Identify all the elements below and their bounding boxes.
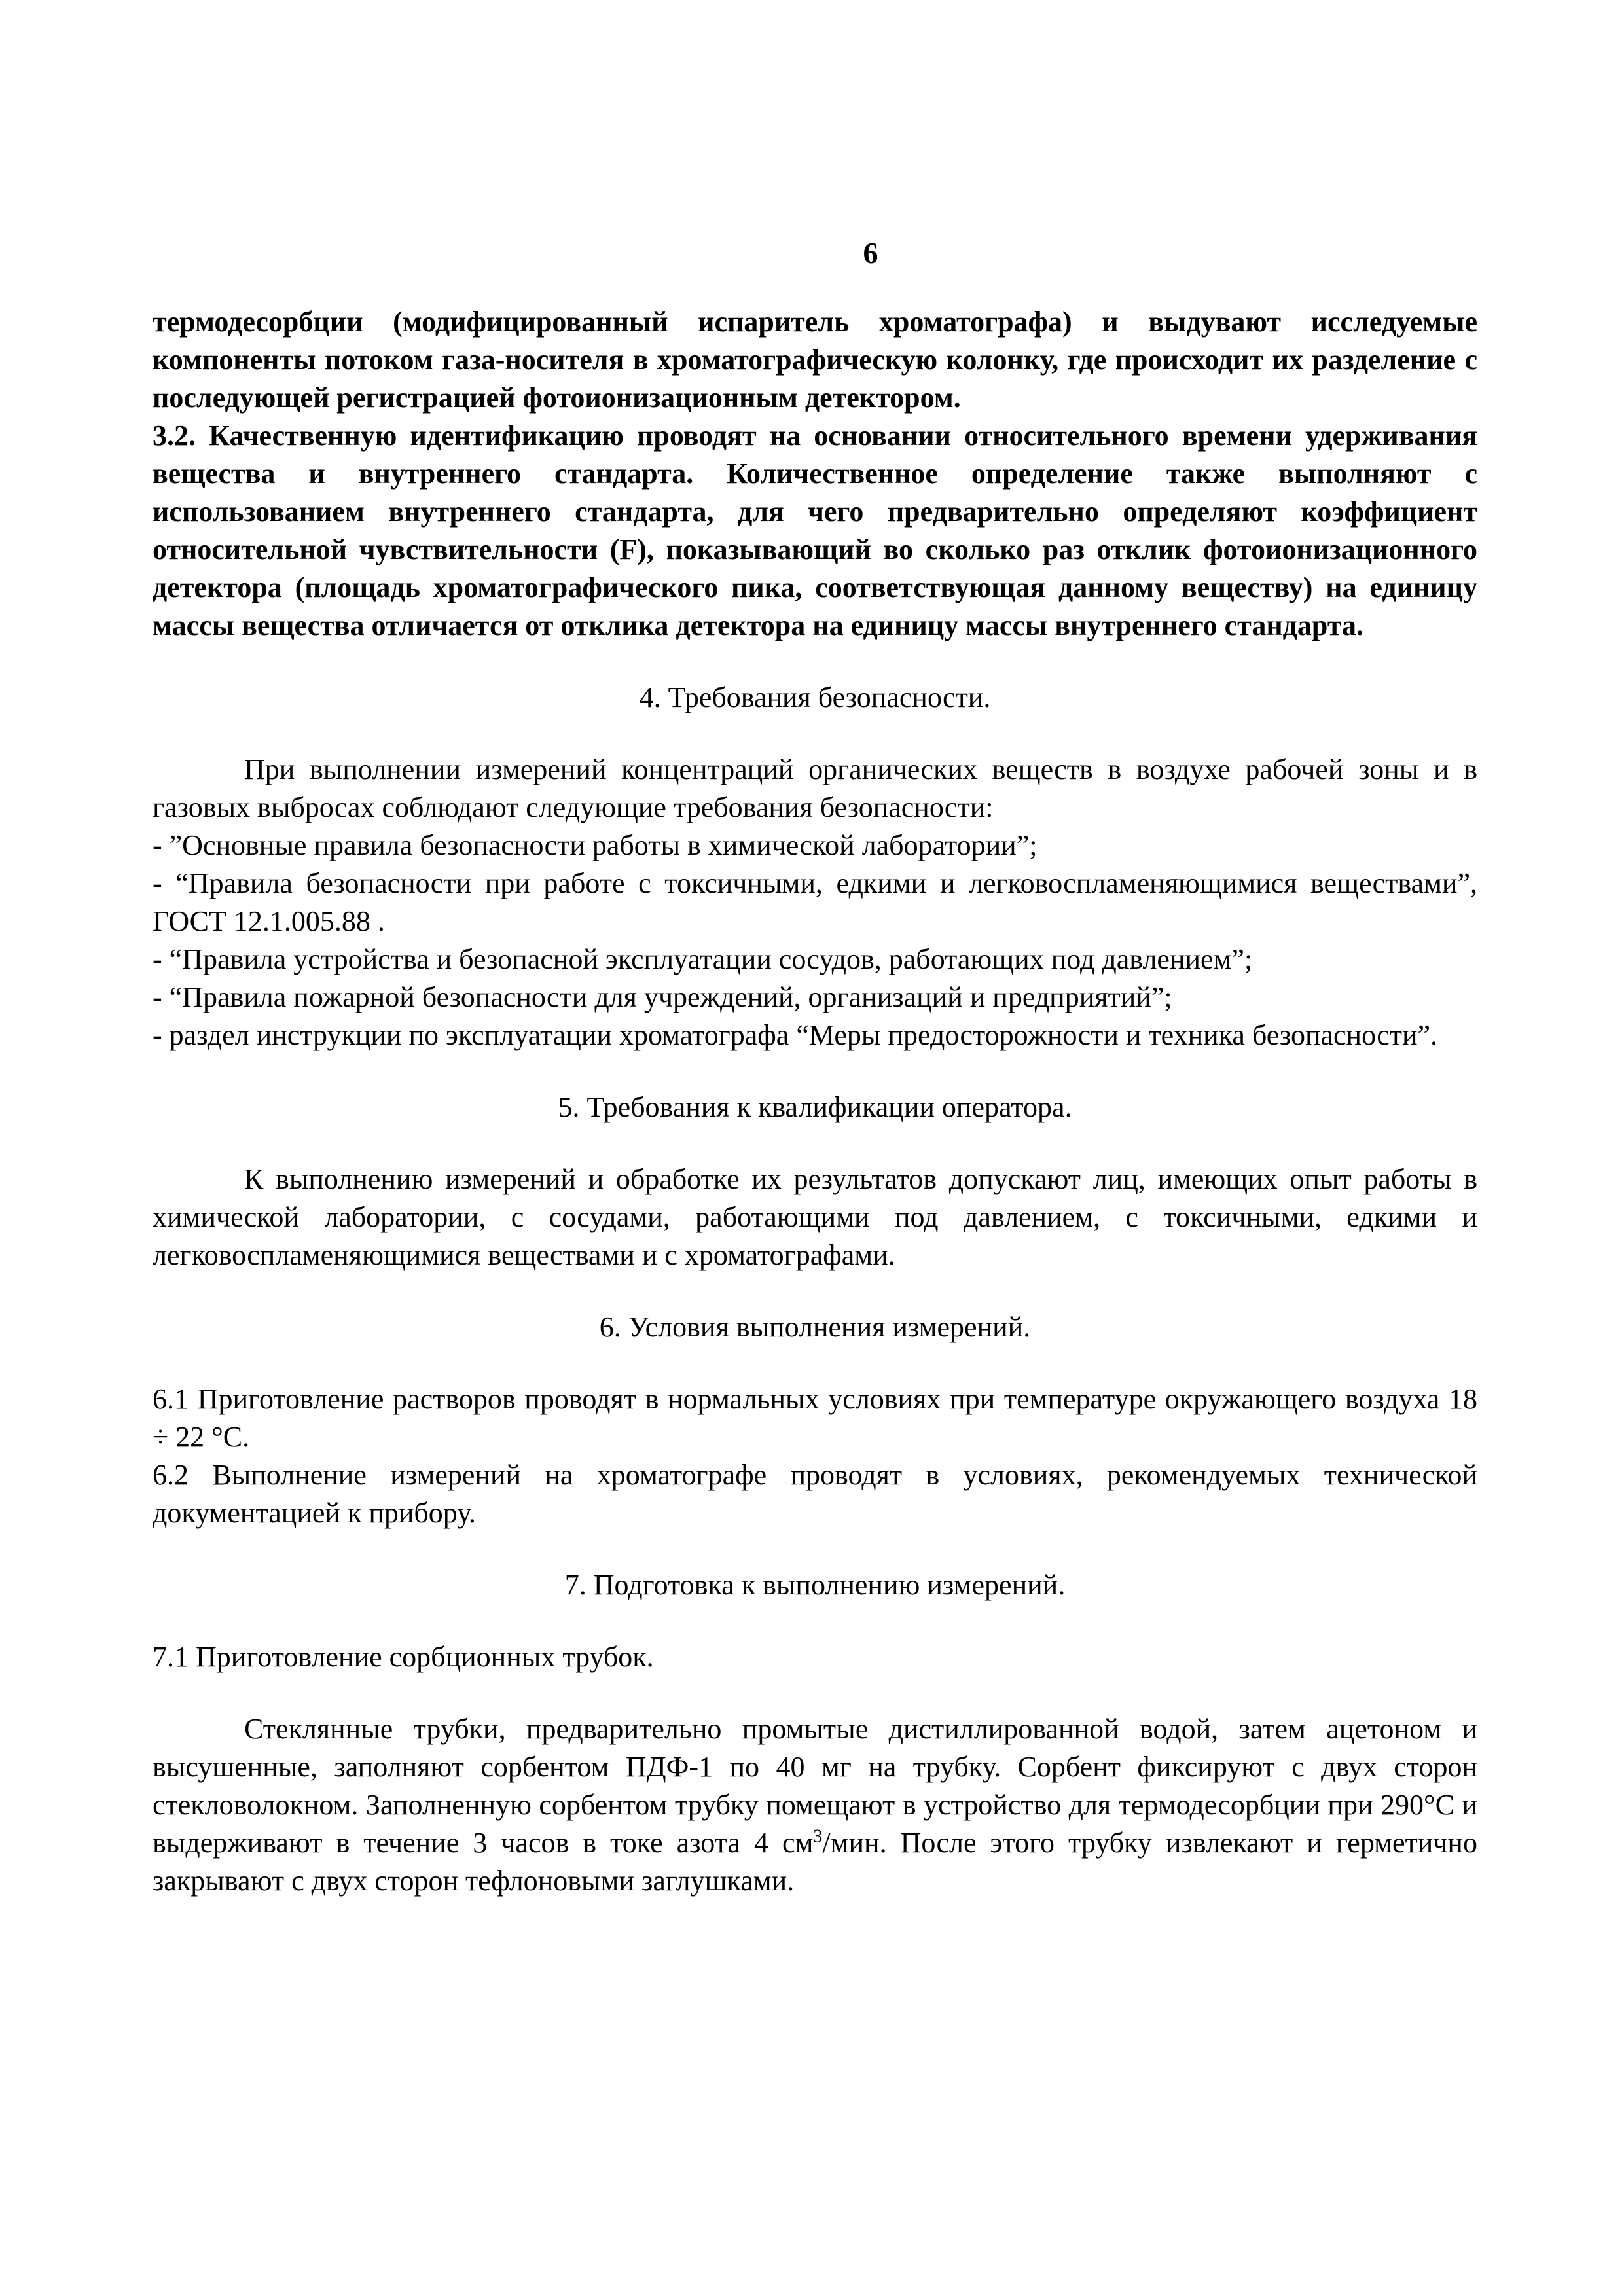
paragraph-3-2: 3.2. Качественную идентификацию проводят на основании относительного времени удерживания вещества и внутреннего стандарта. Количественное определение также выполняют с использованием внутреннего стандарта, для чего предварительно определяют коэффициент относительной чувствительности (F), показывающий во сколько раз отклик фотоионизационного детектора (площадь хроматографического пика, соответствующая данному веществу) на единицу массы вещества отличается от отклика детектора на единицу массы внутреннего стандарта. — [153, 420, 1477, 641]
section4-intro: При выполнении измерений концентраций органических веществ в воздухе рабочей зоны и в газовых выбросах соблюдают следующие требования безопасности: — [153, 753, 1477, 823]
safety-rule-item: - ”Основные правила безопасности работы в химической лаборатории”; — [153, 829, 1038, 861]
safety-rule-item: - “Правила устройства и безопасной эксплуатации сосудов, работающих под давлением”; — [153, 943, 1253, 975]
section6-heading: 6. Условия выполнения измерений. — [599, 1311, 1031, 1343]
section7-text-part2: /мин. После этого трубку извлекают и герметично закрывают с двух сторон тефлоновыми заглушками. — [153, 1827, 1477, 1897]
section3-continuation-paragraph: термодесорбции (модифицированный испаритель хроматографа) и выдувают исследуемые компоненты потоком газа-носителя в хроматографическую колонку, где происходит их разделение с последующей регистрацией фотоионизационным детектором. — [153, 306, 1477, 414]
safety-rule-item: - раздел инструкции по эксплуатации хроматографа “Меры предосторожности и техника безопасности”. — [153, 1019, 1438, 1051]
section5-text: К выполнению измерений и обработке их результатов допускают лиц, имеющих опыт работы в химической лаборатории, с сосудами, работающими под давлением, с токсичными, едкими и легковоспламеняющимися веществами и с хроматографами. — [153, 1163, 1477, 1271]
superscript-3: 3 — [813, 1826, 823, 1847]
document-page — [153, 236, 1477, 1900]
safety-rule-item: - “Правила пожарной безопасности для учреждений, организаций и предприятий”; — [153, 981, 1172, 1013]
section7-text — [153, 1710, 1477, 1900]
subsection-7-1-title: 7.1 Приготовление сорбционных трубок. — [153, 1641, 654, 1673]
section7-heading: 7. Подготовка к выполнению измерений. — [564, 1569, 1066, 1601]
section5-heading: 5. Требования к квалификации оператора. — [558, 1091, 1072, 1123]
page-number: 6 — [863, 236, 878, 270]
safety-rule-item: - “Правила безопасности при работе с токсичными, едкими и легковоспламеняющимися веществами”, ГОСТ 12.1.005.88 . — [153, 867, 1477, 937]
section4-heading: 4. Требования безопасности. — [639, 681, 991, 713]
paragraph-6-2: 6.2 Выполнение измерений на хроматографе проводят в условиях, рекомендуемых технической документацией к прибору. — [153, 1459, 1477, 1529]
section7-text-part1: Стеклянные трубки, предварительно промытые дистиллированной водой, затем ацетоном и высушенные, заполняют сорбентом ПДФ-1 по 40 мг на трубку. Сорбент фиксируют с двух сторон стекловолокном. Заполненную сорбентом трубку помещают в устройство для термодесорбции при 290°С и выдерживают в течение 3 часов в токе азота 4 см — [153, 1713, 1477, 1859]
paragraph-6-1: 6.1 Приготовление растворов проводят в нормальных условиях при температуре окружающего воздуха 18 ÷ 22 °С. — [153, 1383, 1477, 1453]
